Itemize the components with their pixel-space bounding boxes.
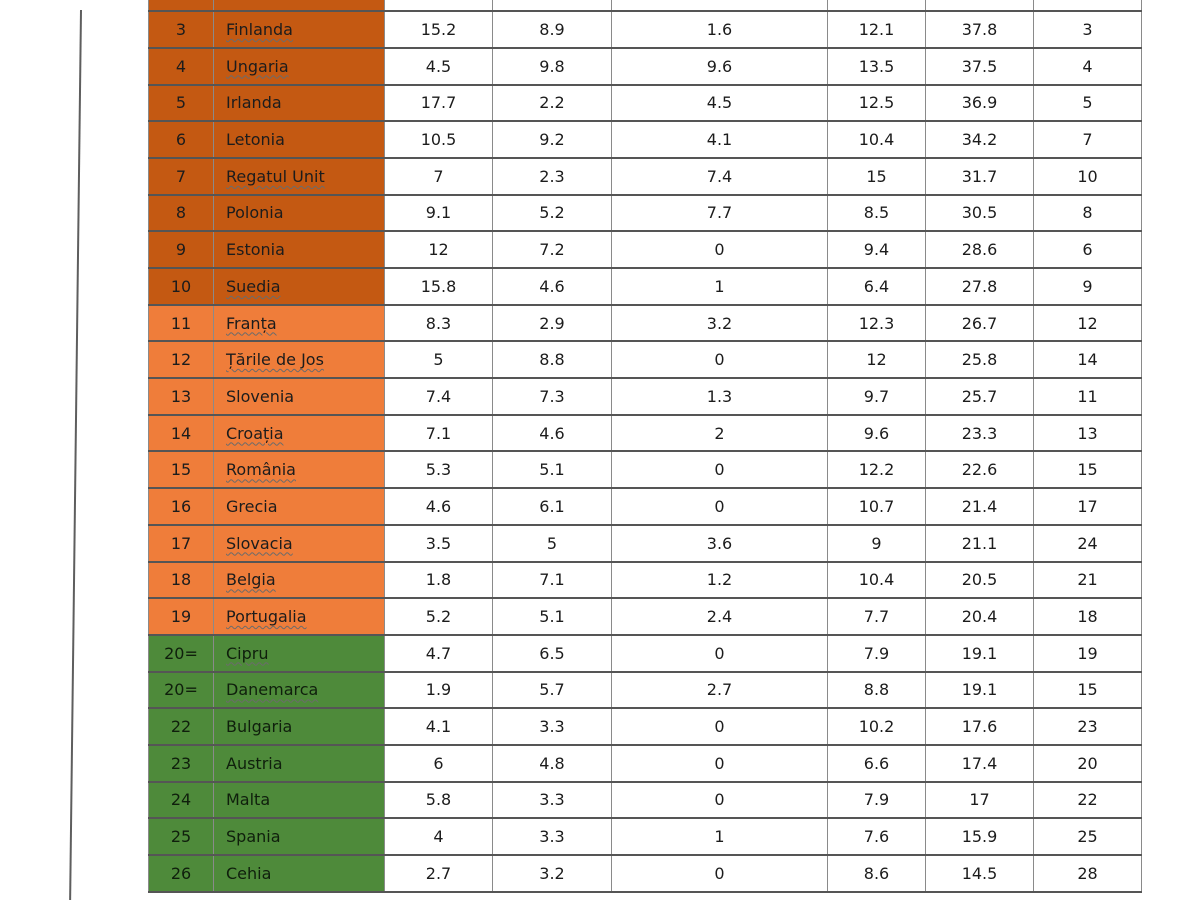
value-cell: 9.7 — [828, 378, 926, 415]
value-cell: 7.7 — [612, 195, 828, 232]
total-cell: 26.7 — [926, 305, 1034, 342]
value-cell: 0 — [612, 451, 828, 488]
previous-rank-cell: 20 — [1034, 745, 1142, 782]
value-cell: 8.9 — [493, 11, 612, 48]
previous-rank-cell: 19 — [1034, 635, 1142, 672]
rank-cell: 25 — [149, 818, 214, 855]
page-edge-line — [69, 10, 82, 900]
country-name: Regatul Unit — [226, 166, 325, 186]
value-cell: 2 — [612, 415, 828, 452]
value-cell: 6.4 — [828, 268, 926, 305]
rank-cell: 18 — [149, 562, 214, 599]
value-cell: 4.6 — [493, 268, 612, 305]
previous-rank-cell: 21 — [1034, 562, 1142, 599]
country-cell — [214, 855, 385, 892]
value-cell: 9 — [828, 525, 926, 562]
value-cell: 1.3 — [612, 378, 828, 415]
country-name: Irlanda — [226, 93, 282, 113]
country-name: Cehia — [226, 863, 272, 883]
value-cell — [926, 0, 1034, 11]
total-cell: 21.1 — [926, 525, 1034, 562]
rank-cell: 22 — [149, 708, 214, 745]
country-name: Austria — [226, 753, 283, 773]
country-name: Ungaria — [226, 56, 289, 76]
country-cell — [214, 195, 385, 232]
country-cell — [214, 305, 385, 342]
country-cell — [214, 11, 385, 48]
value-cell: 3.6 — [612, 525, 828, 562]
value-cell: 2.7 — [612, 672, 828, 709]
country-name: Slovenia — [226, 386, 295, 406]
country-cell — [214, 562, 385, 599]
previous-rank-cell: 9 — [1034, 268, 1142, 305]
value-cell: 5.1 — [493, 451, 612, 488]
table-row — [149, 305, 1142, 342]
country-cell — [214, 231, 385, 268]
country-name: Franța — [226, 313, 277, 333]
value-cell: 12.3 — [828, 305, 926, 342]
table-row — [149, 782, 1142, 819]
previous-rank-cell: 11 — [1034, 378, 1142, 415]
table-row — [149, 635, 1142, 672]
table-row — [149, 158, 1142, 195]
value-cell — [612, 0, 828, 11]
value-cell: 9.2 — [493, 121, 612, 158]
table-row — [149, 818, 1142, 855]
country-cell — [214, 48, 385, 85]
table-row — [149, 231, 1142, 268]
value-cell: 10.4 — [828, 562, 926, 599]
value-cell: 10.2 — [828, 708, 926, 745]
value-cell: 4.5 — [612, 85, 828, 122]
value-cell: 6.5 — [493, 635, 612, 672]
value-cell: 7.1 — [385, 415, 493, 452]
value-cell: 3.5 — [385, 525, 493, 562]
country-cell — [214, 708, 385, 745]
ranking-table-body — [149, 0, 1142, 892]
value-cell: 7.4 — [385, 378, 493, 415]
total-cell: 36.9 — [926, 85, 1034, 122]
previous-rank-cell: 15 — [1034, 672, 1142, 709]
value-cell: 15.8 — [385, 268, 493, 305]
rank-cell: 23 — [149, 745, 214, 782]
rank-cell: 10 — [149, 268, 214, 305]
total-cell: 14.5 — [926, 855, 1034, 892]
value-cell: 17.7 — [385, 85, 493, 122]
value-cell: 12.5 — [828, 85, 926, 122]
total-cell: 17 — [926, 782, 1034, 819]
value-cell: 0 — [612, 855, 828, 892]
total-cell: 27.8 — [926, 268, 1034, 305]
value-cell: 1 — [612, 268, 828, 305]
value-cell: 6.1 — [493, 488, 612, 525]
value-cell: 4.7 — [385, 635, 493, 672]
value-cell: 10.7 — [828, 488, 926, 525]
country-cell — [214, 451, 385, 488]
value-cell: 1.2 — [612, 562, 828, 599]
value-cell: 12 — [385, 231, 493, 268]
rank-cell: 3 — [149, 11, 214, 48]
previous-rank-cell: 12 — [1034, 305, 1142, 342]
value-cell: 5 — [493, 525, 612, 562]
value-cell: 7.7 — [828, 598, 926, 635]
total-cell: 17.6 — [926, 708, 1034, 745]
value-cell: 13.5 — [828, 48, 926, 85]
country-cell — [214, 672, 385, 709]
country-cell — [214, 525, 385, 562]
rank-cell: 6 — [149, 121, 214, 158]
value-cell: 5.8 — [385, 782, 493, 819]
value-cell: 5.2 — [493, 195, 612, 232]
value-cell: 2.9 — [493, 305, 612, 342]
country-cell — [214, 158, 385, 195]
table-row — [149, 598, 1142, 635]
value-cell: 8.6 — [828, 855, 926, 892]
total-cell: 19.1 — [926, 635, 1034, 672]
value-cell: 0 — [612, 635, 828, 672]
total-cell: 22.6 — [926, 451, 1034, 488]
country-cell — [214, 782, 385, 819]
value-cell: 4.8 — [493, 745, 612, 782]
value-cell: 0 — [612, 341, 828, 378]
country-name: Belgia — [226, 570, 276, 590]
country-cell — [214, 378, 385, 415]
country-name: Letonia — [226, 130, 285, 150]
country-cell — [214, 0, 385, 11]
previous-rank-cell: 14 — [1034, 341, 1142, 378]
country-name: Danemarca — [226, 680, 319, 700]
value-cell: 12.1 — [828, 11, 926, 48]
previous-rank-cell: 10 — [1034, 158, 1142, 195]
total-cell: 34.2 — [926, 121, 1034, 158]
value-cell: 0 — [612, 745, 828, 782]
previous-rank-cell: 15 — [1034, 451, 1142, 488]
country-name: Polonia — [226, 203, 284, 223]
rank-cell: 14 — [149, 415, 214, 452]
rank-cell — [149, 0, 214, 11]
country-name: Slovacia — [226, 533, 293, 553]
value-cell: 9.6 — [612, 48, 828, 85]
rank-cell: 20= — [149, 635, 214, 672]
value-cell: 0 — [612, 782, 828, 819]
value-cell: 3.2 — [493, 855, 612, 892]
value-cell: 2.4 — [612, 598, 828, 635]
previous-rank-cell: 25 — [1034, 818, 1142, 855]
table-row — [149, 451, 1142, 488]
value-cell: 7.4 — [612, 158, 828, 195]
country-name: Croația — [226, 423, 284, 443]
value-cell: 8.3 — [385, 305, 493, 342]
value-cell: 1.9 — [385, 672, 493, 709]
country-cell — [214, 598, 385, 635]
value-cell: 7.9 — [828, 635, 926, 672]
value-cell: 7.9 — [828, 782, 926, 819]
previous-rank-cell: 8 — [1034, 195, 1142, 232]
previous-rank-cell: 6 — [1034, 231, 1142, 268]
value-cell: 0 — [612, 231, 828, 268]
total-cell: 15.9 — [926, 818, 1034, 855]
rank-cell: 8 — [149, 195, 214, 232]
rank-cell: 26 — [149, 855, 214, 892]
value-cell: 0 — [612, 708, 828, 745]
country-name: Cipru — [226, 643, 269, 663]
table-row-top-partial — [149, 0, 1142, 11]
ranking-table-container — [148, 0, 1142, 893]
previous-rank-cell: 22 — [1034, 782, 1142, 819]
ranking-table — [148, 0, 1142, 893]
value-cell: 9.8 — [493, 48, 612, 85]
value-cell: 5.1 — [493, 598, 612, 635]
value-cell — [828, 0, 926, 11]
value-cell: 1.6 — [612, 11, 828, 48]
rank-cell: 19 — [149, 598, 214, 635]
value-cell: 15 — [828, 158, 926, 195]
value-cell: 4.1 — [612, 121, 828, 158]
value-cell: 12 — [828, 341, 926, 378]
table-row — [149, 745, 1142, 782]
value-cell: 1 — [612, 818, 828, 855]
total-cell: 25.7 — [926, 378, 1034, 415]
value-cell: 0 — [612, 488, 828, 525]
previous-rank-cell: 7 — [1034, 121, 1142, 158]
value-cell: 3.2 — [612, 305, 828, 342]
table-row — [149, 121, 1142, 158]
value-cell: 6.6 — [828, 745, 926, 782]
country-cell — [214, 635, 385, 672]
country-cell — [214, 488, 385, 525]
value-cell: 2.2 — [493, 85, 612, 122]
country-cell — [214, 268, 385, 305]
previous-rank-cell: 5 — [1034, 85, 1142, 122]
table-row — [149, 85, 1142, 122]
value-cell: 4.5 — [385, 48, 493, 85]
previous-rank-cell: 3 — [1034, 11, 1142, 48]
rank-cell: 15 — [149, 451, 214, 488]
value-cell: 9.1 — [385, 195, 493, 232]
country-name: România — [226, 460, 296, 480]
value-cell: 10.4 — [828, 121, 926, 158]
value-cell: 9.4 — [828, 231, 926, 268]
total-cell: 23.3 — [926, 415, 1034, 452]
value-cell: 7.6 — [828, 818, 926, 855]
value-cell: 5 — [385, 341, 493, 378]
country-name: Estonia — [226, 240, 285, 260]
value-cell: 8.8 — [493, 341, 612, 378]
value-cell: 7 — [385, 158, 493, 195]
value-cell: 1.8 — [385, 562, 493, 599]
value-cell: 9.6 — [828, 415, 926, 452]
country-cell — [214, 121, 385, 158]
previous-rank-cell: 24 — [1034, 525, 1142, 562]
total-cell: 20.4 — [926, 598, 1034, 635]
rank-cell: 24 — [149, 782, 214, 819]
value-cell — [385, 0, 493, 11]
table-row — [149, 378, 1142, 415]
country-cell — [214, 818, 385, 855]
table-row — [149, 488, 1142, 525]
country-cell — [214, 745, 385, 782]
total-cell: 37.8 — [926, 11, 1034, 48]
table-row — [149, 525, 1142, 562]
previous-rank-cell: 4 — [1034, 48, 1142, 85]
country-name: Finlanda — [226, 20, 293, 40]
table-row — [149, 708, 1142, 745]
previous-rank-cell: 28 — [1034, 855, 1142, 892]
rank-cell: 11 — [149, 305, 214, 342]
table-row — [149, 195, 1142, 232]
previous-rank-cell: 17 — [1034, 488, 1142, 525]
country-cell — [214, 341, 385, 378]
country-cell — [214, 415, 385, 452]
value-cell — [1034, 0, 1142, 11]
country-name: Malta — [226, 790, 271, 810]
total-cell: 17.4 — [926, 745, 1034, 782]
country-name: Țările de Jos — [226, 350, 324, 370]
rank-cell: 9 — [149, 231, 214, 268]
table-row — [149, 11, 1142, 48]
country-name: Grecia — [226, 496, 278, 516]
country-cell — [214, 85, 385, 122]
country-name: Spania — [226, 827, 281, 847]
rank-cell: 5 — [149, 85, 214, 122]
value-cell: 6 — [385, 745, 493, 782]
value-cell: 5.2 — [385, 598, 493, 635]
country-name: Portugalia — [226, 607, 307, 627]
value-cell: 5.3 — [385, 451, 493, 488]
table-row — [149, 268, 1142, 305]
table-row — [149, 672, 1142, 709]
table-row — [149, 855, 1142, 892]
value-cell: 8.5 — [828, 195, 926, 232]
rank-cell: 13 — [149, 378, 214, 415]
table-row — [149, 562, 1142, 599]
total-cell: 19.1 — [926, 672, 1034, 709]
value-cell: 12.2 — [828, 451, 926, 488]
value-cell: 7.3 — [493, 378, 612, 415]
value-cell: 15.2 — [385, 11, 493, 48]
value-cell: 10.5 — [385, 121, 493, 158]
total-cell: 25.8 — [926, 341, 1034, 378]
value-cell: 4.6 — [385, 488, 493, 525]
country-name: Bulgaria — [226, 717, 293, 737]
value-cell: 8.8 — [828, 672, 926, 709]
value-cell: 4.1 — [385, 708, 493, 745]
value-cell: 5.7 — [493, 672, 612, 709]
table-row — [149, 415, 1142, 452]
rank-cell: 4 — [149, 48, 214, 85]
value-cell: 3.3 — [493, 782, 612, 819]
value-cell: 3.3 — [493, 708, 612, 745]
rank-cell: 20= — [149, 672, 214, 709]
previous-rank-cell: 13 — [1034, 415, 1142, 452]
value-cell — [493, 0, 612, 11]
value-cell: 2.7 — [385, 855, 493, 892]
value-cell: 7.1 — [493, 562, 612, 599]
value-cell: 4 — [385, 818, 493, 855]
total-cell: 31.7 — [926, 158, 1034, 195]
total-cell: 37.5 — [926, 48, 1034, 85]
total-cell: 21.4 — [926, 488, 1034, 525]
table-row — [149, 341, 1142, 378]
total-cell: 20.5 — [926, 562, 1034, 599]
rank-cell: 7 — [149, 158, 214, 195]
value-cell: 2.3 — [493, 158, 612, 195]
previous-rank-cell: 23 — [1034, 708, 1142, 745]
rank-cell: 12 — [149, 341, 214, 378]
previous-rank-cell: 18 — [1034, 598, 1142, 635]
rank-cell: 17 — [149, 525, 214, 562]
total-cell: 28.6 — [926, 231, 1034, 268]
table-row — [149, 48, 1142, 85]
value-cell: 7.2 — [493, 231, 612, 268]
total-cell: 30.5 — [926, 195, 1034, 232]
country-name: Suedia — [226, 276, 281, 296]
value-cell: 4.6 — [493, 415, 612, 452]
rank-cell: 16 — [149, 488, 214, 525]
value-cell: 3.3 — [493, 818, 612, 855]
